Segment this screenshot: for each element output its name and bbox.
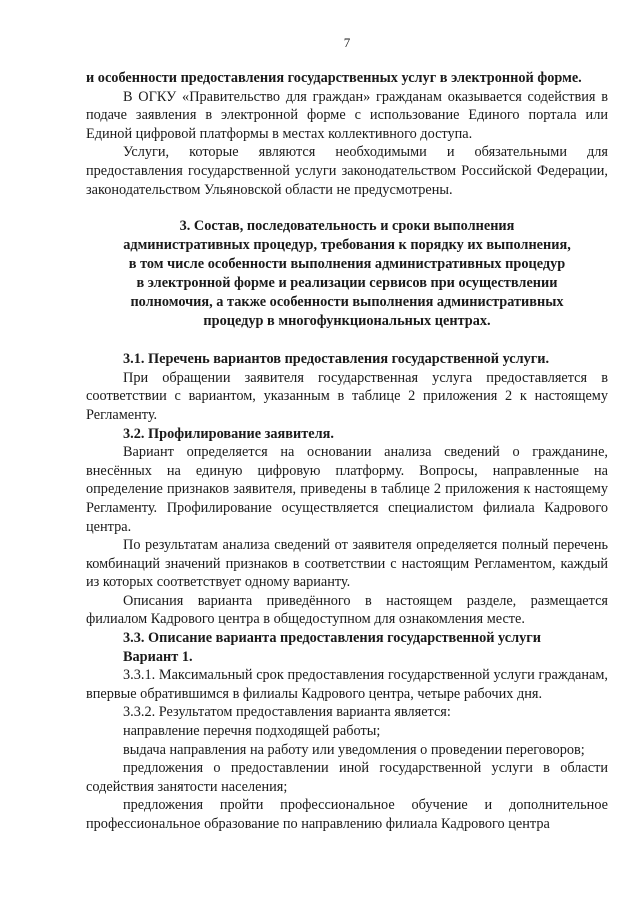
section-3-1-heading: 3.1. Перечень вариантов предоставления государственной услуги. (123, 351, 550, 368)
section-3-title (86, 217, 608, 331)
result-item: направление перечня подходящей работы; (123, 723, 381, 740)
page-number: 7 (343, 35, 351, 50)
section-3-title-line: в электронной форме и реализации сервисов при осуществлении (136, 275, 558, 292)
section-3-title-line: полномочия, а также особенности выполнения административных (130, 294, 564, 311)
section-3-2-paragraph-1: Вариант определяется на основании анализа сведений о гражданине, внесённых на единую цифровую платформу. Вопросы, направленные на определение признаков заявителя, приведены в таблице 2 приложения к настоящему Регламенту. Профилирование осуществляется специалистом филиала Кадрового центра. (86, 444, 608, 535)
result-item: предложения пройти профессиональное обучение и дополнительное профессиональное образование по направлению филиала Кадрового центра (86, 797, 608, 832)
paragraph-continuation: и особенности предоставления государственных услуг в электронной форме. (86, 70, 582, 86)
result-item: предложения о предоставлении иной государственной услуги в области содействия занятости населения; (86, 760, 608, 795)
paragraph-ogku: В ОГКУ «Правительство для граждан» гражданам оказывается содействия в подаче заявления в электронной форме с использование Единого портала или Единой цифровой платформы в местах коллективного доступа. (86, 88, 608, 142)
section-3-3-2: 3.3.2. Результатом предоставления варианта является: (123, 704, 451, 721)
variant-1-heading: Вариант 1. (123, 648, 193, 665)
section-3-3-heading: 3.3. Описание варианта предоставления государственной услуги (123, 630, 541, 647)
section-3-title-line: 3. Состав, последовательность и сроки выполнения (179, 218, 515, 235)
section-3-title-line: процедур в многофункциональных центрах. (203, 313, 491, 330)
section-3-2-paragraph-2: По результатам анализа сведений от заявителя определяется полный перечень комбинаций значений признаков в соответствии с настоящим Регламентом, каждый из которых соответствует одному варианту. (86, 537, 608, 591)
section-3-title-line: в том числе особенности выполнения административных процедур (128, 256, 566, 273)
paragraph-services: Услуги, которые являются необходимыми и обязательными для предоставления государственной услуги законодательством Российской Федерации, законодательством Ульяновской области не предусмотрены. (86, 144, 608, 198)
section-3-1-text: При обращении заявителя государственная услуга предоставляется в соответствии с вариантом, указанным в таблице 2 приложения 2 к настоящему Регламенту. (86, 369, 608, 423)
section-3-2-paragraph-3: Описания варианта приведённого в настоящем разделе, размещается филиалом Кадрового центра в общедоступном для ознакомления месте. (86, 592, 608, 628)
page-content (86, 69, 608, 834)
section-3-3-1: 3.3.1. Максимальный срок предоставления государственной услуги гражданам, впервые обратившимся в филиалы Кадрового центра, четыре рабочих дня. (86, 667, 608, 702)
result-item: выдача направления на работу или уведомления о проведении переговоров; (123, 741, 585, 758)
section-3-2-heading: 3.2. Профилирование заявителя. (123, 425, 334, 442)
section-3-title-line: административных процедур, требования к порядку их выполнения, (123, 237, 571, 254)
